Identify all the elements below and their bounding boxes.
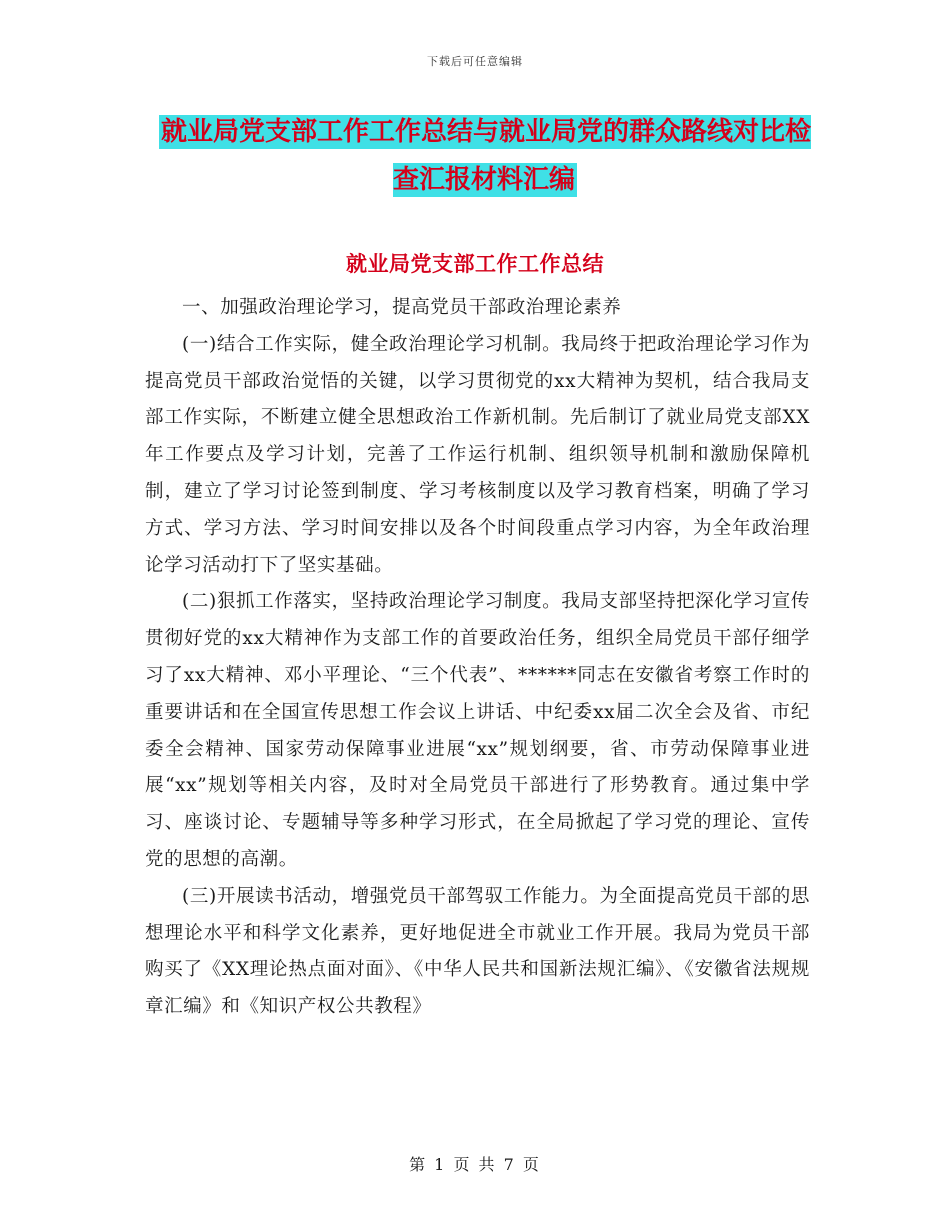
paragraph-heading: 一、加强政治理论学习，提高党员干部政治理论素养 xyxy=(182,297,622,318)
paragraph: (三)开展读书活动，增强党员干部驾驭工作能力。为全面提高党员干部的思想理论水平和科学文化素养，更好地促进全市就业工作开展。我局为党员干部购买了《XX理论热点面对面》、《中华人民共和国新法规汇编》、《安徽省法规规章汇编》和《知识产权公共教程》 xyxy=(145,885,810,1018)
document-title-text: 就业局党支部工作工作总结与就业局党的群众路线对比检查汇报材料汇编 xyxy=(160,117,811,195)
document-title xyxy=(150,108,820,204)
paragraph: (二)狠抓工作落实，坚持政治理论学习制度。我局支部坚持把深化学习宣传贯彻好党的xx大精神作为支部工作的首要政治任务，组织全局党员干部仔细学习了xx大精神、邓小平理论、“三个代表”、******同志在安徽省考察工作时的重要讲话和在全国宣传思想工作会议上讲话、中纪委xx届二次全会及省、市纪委全会精神、国家劳动保障事业进展“xx”规划纲要，省、市劳动保障事业进展“xx”规划等相关内容，及时对全局党员干部进行了形势教育。通过集中学习、座谈讨论、专题辅导等多种学习形式，在全局掀起了学习党的理论、宣传党的思想的高潮。 xyxy=(145,591,810,870)
paragraph: (一)结合工作实际，健全政治理论学习机制。我局终于把政治理论学习作为提高党员干部政治觉悟的关键，以学习贯彻党的xx大精神为契机，结合我局支部工作实际，不断建立健全思想政治工作新机制。先后制订了就业局党支部XX年工作要点及学习计划，完善了工作运行机制、组织领导机制和激励保障机制，建立了学习讨论签到制度、学习考核制度以及学习教育档案，明确了学习方式、学习方法、学习时间安排以及各个时间段重点学习内容，为全年政治理论学习活动打下了坚实基础。 xyxy=(145,333,810,576)
section-title: 就业局党支部工作工作总结 xyxy=(346,252,604,276)
page-number-footer: 第 1 页 共 7 页 xyxy=(409,1155,541,1174)
page-header-note: 下载后可任意编辑 xyxy=(427,55,523,68)
document-body xyxy=(145,290,810,1026)
